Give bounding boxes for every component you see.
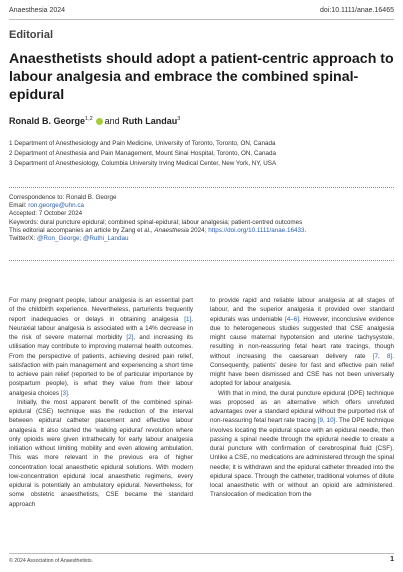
citation-link[interactable]: [2] — [126, 334, 134, 341]
email-line — [9, 202, 394, 210]
accompanies-end: . — [304, 226, 307, 234]
body-text: . Consequently, patients’ desire for fast and effective pain relief might have been dismissed and CSE has not been universally adopted for labour analgesia. — [210, 352, 394, 388]
copyright-notice: © 2024 Association of Anaesthetists. — [9, 558, 93, 564]
keywords: Keywords: dural puncture epidural; combined spinal-epidural; labour analgesia; patient-centred outcomes — [9, 218, 303, 226]
dotted-divider — [9, 187, 394, 188]
affiliations — [9, 139, 276, 169]
accompanies-journal: Anaesthesia — [154, 226, 189, 234]
body-paragraph — [9, 296, 193, 398]
accompanies-note — [9, 227, 394, 235]
accompanies-text: This editorial accompanies an article by Zang et al., — [9, 226, 155, 234]
twitter-handles[interactable]: @Ron_George; @Ruthi_Landau — [37, 235, 129, 243]
journal-header: Anaesthesia 2024 — [9, 7, 66, 14]
email-link[interactable]: ron.george@uhn.ca — [28, 202, 85, 210]
body-text: For many pregnant people, labour analgesia is an essential part of the childbirth experience. Nevertheless, parturients frequently report inadequacies or delays in obtaining analgesia — [9, 297, 193, 323]
author-affiliation-superscript: 1,2 — [85, 116, 93, 122]
body-text: , and increasing its utilisation may contribute to improving maternal health outcomes. From the perspective of patients, achieving desired pain relief, satisfaction with pain management and experiencing a short time to achieve pain relief (reported to be of particular importance by postpartum people), is what they value from their labour analgesia choices — [9, 334, 193, 397]
body-text: . The DPE technique involves locating the epidural space with an epidural needle, then passing a spinal needle through the epidural needle to create a dural puncture with confirmation of cerebrospinal fluid (CSF). Unlike a CSE, no medications are administered through the spinal needle; it is withdrawn and the epidural catheter threaded into the epidural space. Through the catheter, traditional volumes of dilute local anaesthetic with or without an opioid are administered. Translocation of medication from the — [210, 417, 394, 499]
article-title: Anaesthetists should adopt a patient-centric approach to labour analgesia and embrace the combined spinal-epidural — [9, 51, 394, 103]
accompanies-year: 2024; — [188, 226, 209, 234]
citation-link[interactable]: [9, 10] — [317, 417, 336, 425]
section-label: Editorial — [9, 29, 54, 41]
affiliation-line: 1 Department of Anesthesiology and Pain Medicine, University of Toronto, Toronto, ON, Canada — [9, 140, 276, 147]
accepted-date: Accepted: 7 October 2024 — [9, 210, 83, 218]
citation-link[interactable]: [4–6] — [285, 315, 300, 323]
body-text: . Neuraxial labour analgesia is associated with a 14% decrease in the risk of severe maternal morbidity — [9, 315, 193, 341]
correspondence: Correspondence to: Ronald B. George — [9, 194, 117, 201]
footer-divider — [9, 553, 394, 554]
author-line — [9, 116, 180, 126]
citation-link[interactable]: [3] — [60, 389, 68, 397]
body-text: With that in mind, the dural puncture epidural (DPE) technique was proposed as an alternative which offers unrefuted advantages over a standard epidural without the purported risk of non-reassuring fetal heart rate tracing — [210, 389, 394, 425]
body-paragraph — [9, 398, 193, 509]
author-conjunction: and — [104, 116, 120, 126]
page-number: 1 — [390, 556, 394, 563]
author-name[interactable]: Ronald B. George — [9, 116, 86, 126]
citation-link[interactable]: [1] — [184, 315, 192, 323]
author-affiliation-superscript: 3 — [177, 116, 181, 122]
body-paragraph — [210, 296, 394, 389]
header-divider — [9, 19, 394, 20]
twitter-label: Twitter/X: — [9, 235, 37, 243]
author-name[interactable]: Ruth Landau — [122, 116, 178, 126]
accompanies-doi-link[interactable]: https://doi.org/10.1111/anae.16433 — [208, 226, 305, 234]
body-text: Initially, the most apparent benefit of the combined spinal-epidural (CSE) technique was the reduction of the interval between epidural catheter placement and effective labour analgesia. It also started the ‘walking epidural’ revolution where only opioids were given intrathecally for early labour analgesia initiation without limiting mobility and even allowing ambulation. This was more relevant in the previous era of higher concentration local anaesthetic epidural solutions. With modern low-concentration epidural local anaesthetic regimens, every epidural is potentially an ambulatory epidural. Nevertheless, for some obstetric anaesthetists, CSE became the standard approach — [9, 398, 193, 508]
body-column-right — [210, 296, 394, 500]
twitter-line — [9, 235, 394, 243]
body-text: . — [67, 389, 70, 397]
dotted-divider — [9, 260, 394, 261]
affiliation-line: 2 Department of Anesthesia and Pain Management, Mount Sinai Hospital, Toronto, ON, Canada — [9, 150, 276, 157]
citation-link[interactable]: [7, 8] — [372, 352, 393, 360]
orcid-icon[interactable] — [96, 118, 103, 125]
body-paragraph — [210, 389, 394, 500]
body-text: to provide rapid and reliable labour analgesia at all stages of labour, and the superior analgesia it provided over standard epidurals was undeniable — [210, 297, 394, 323]
body-text: . However, inconclusive evidence due to heterogeneous studies suggested that CSE analgesia might cause maternal hypotension and uterine tachysystole, resulting in non-reassuring fetal heart rate tracings, though without increasing the caesarean delivery rate — [210, 315, 394, 360]
body-column-left — [9, 296, 193, 509]
article-metadata — [9, 194, 394, 243]
doi-header[interactable]: doi:10.1111/anae.16465 — [320, 7, 394, 14]
affiliation-line: 3 Department of Anesthesiology, Columbia University Irving Medical Center, New York, NY, USA — [9, 160, 277, 167]
email-label: Email: — [9, 202, 29, 210]
